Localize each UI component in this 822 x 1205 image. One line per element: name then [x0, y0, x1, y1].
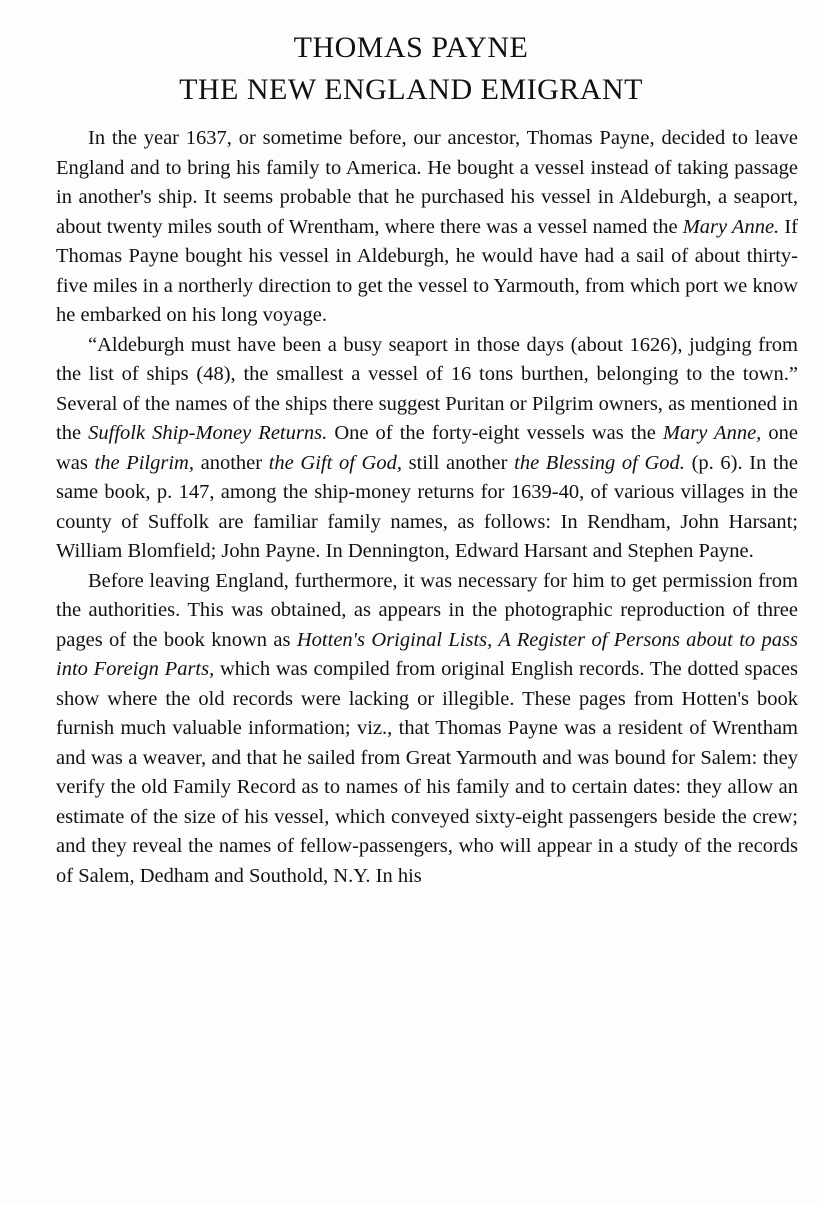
ship-name-pilgrim: the Pilgrim,	[94, 451, 194, 474]
text-run: If Thomas Payne bought his vessel in Aldeburgh, he would have had a sail of about thirty-five miles in a northerly direction to get the vessel to Yarmouth, from which port we know he embarked on his long voyage.	[56, 215, 798, 326]
ship-name-mary-anne: Mary Anne,	[662, 422, 762, 444]
ship-name-gift-of-god: the Gift of God,	[268, 451, 402, 474]
text-run: In the year 1637, or sometime before, our ancestor, Thomas Payne, decided to leave England and to bring his family to America. He bought a vessel instead of taking passage in another's ship. It seems probable that he purchased his vessel in Aldeburgh, a seaport, about twenty miles south of Wrentham, where there was a vessel named the	[56, 127, 798, 238]
paragraph-2	[56, 331, 798, 567]
text-run: one was	[56, 422, 798, 474]
text-run: another	[193, 451, 269, 474]
text-run: which was compiled from original English records. The dotted spaces show where the old records were lacking or illegible. These pages from Hotten's book furnish much valuable information; viz., that Thomas Payne was a resident of Wrentham and was a weaver, and that he sailed from Great Yarmouth and was bound for Salem: they verify the old Family Record as to names of his family and to certain dates: they allow an estimate of the size of his vessel, which conveyed sixty-eight passengers beside the crew; and they reveal the names of fellow-passengers, who will appear in a study of the records of Salem, Dedham and Southold, N.Y. In his	[56, 658, 798, 887]
paragraph-3	[56, 567, 798, 892]
page-subtitle: THE NEW ENGLAND EMIGRANT	[179, 73, 643, 106]
paragraph-1	[56, 124, 798, 331]
text-run: One of the forty-eight vessels was the	[327, 422, 663, 444]
text-run: “Aldeburgh must have been a busy seaport in those days (about 1626), judging from the list of ships (48), the smallest a vessel of 16 tons burthen, belonging to the town.” Several of the names of the ships there suggest Puritan or Pilgrim owners, as mentioned in the	[56, 333, 798, 444]
text-run: still another	[401, 451, 515, 474]
body-text	[56, 124, 798, 891]
page-title: THOMAS PAYNE	[293, 31, 529, 64]
book-title-hottens-lists: Hotten's Original Lists, A Register of Persons about to pass into Foreign Parts,	[56, 628, 798, 680]
ship-name-blessing-of-god: the Blessing of God.	[514, 451, 685, 474]
book-title-suffolk-returns: Suffolk Ship-Money Returns.	[88, 422, 328, 444]
text-run: Before leaving England, furthermore, it was necessary for him to get permission from the authorities. This was obtained, as appears in the photographic reproduction of three pages of the book known as	[56, 569, 798, 651]
text-run: (p. 6). In the same book, p. 147, among the ship-money returns for 1639-40, of various villages in the county of Suffolk are familiar family names, as follows: In Rendham, John Harsant; William Blomfield; John Payne. In Dennington, Edward Harsant and Stephen Payne.	[56, 451, 799, 562]
ship-name-mary-anne: Mary Anne.	[682, 215, 780, 238]
